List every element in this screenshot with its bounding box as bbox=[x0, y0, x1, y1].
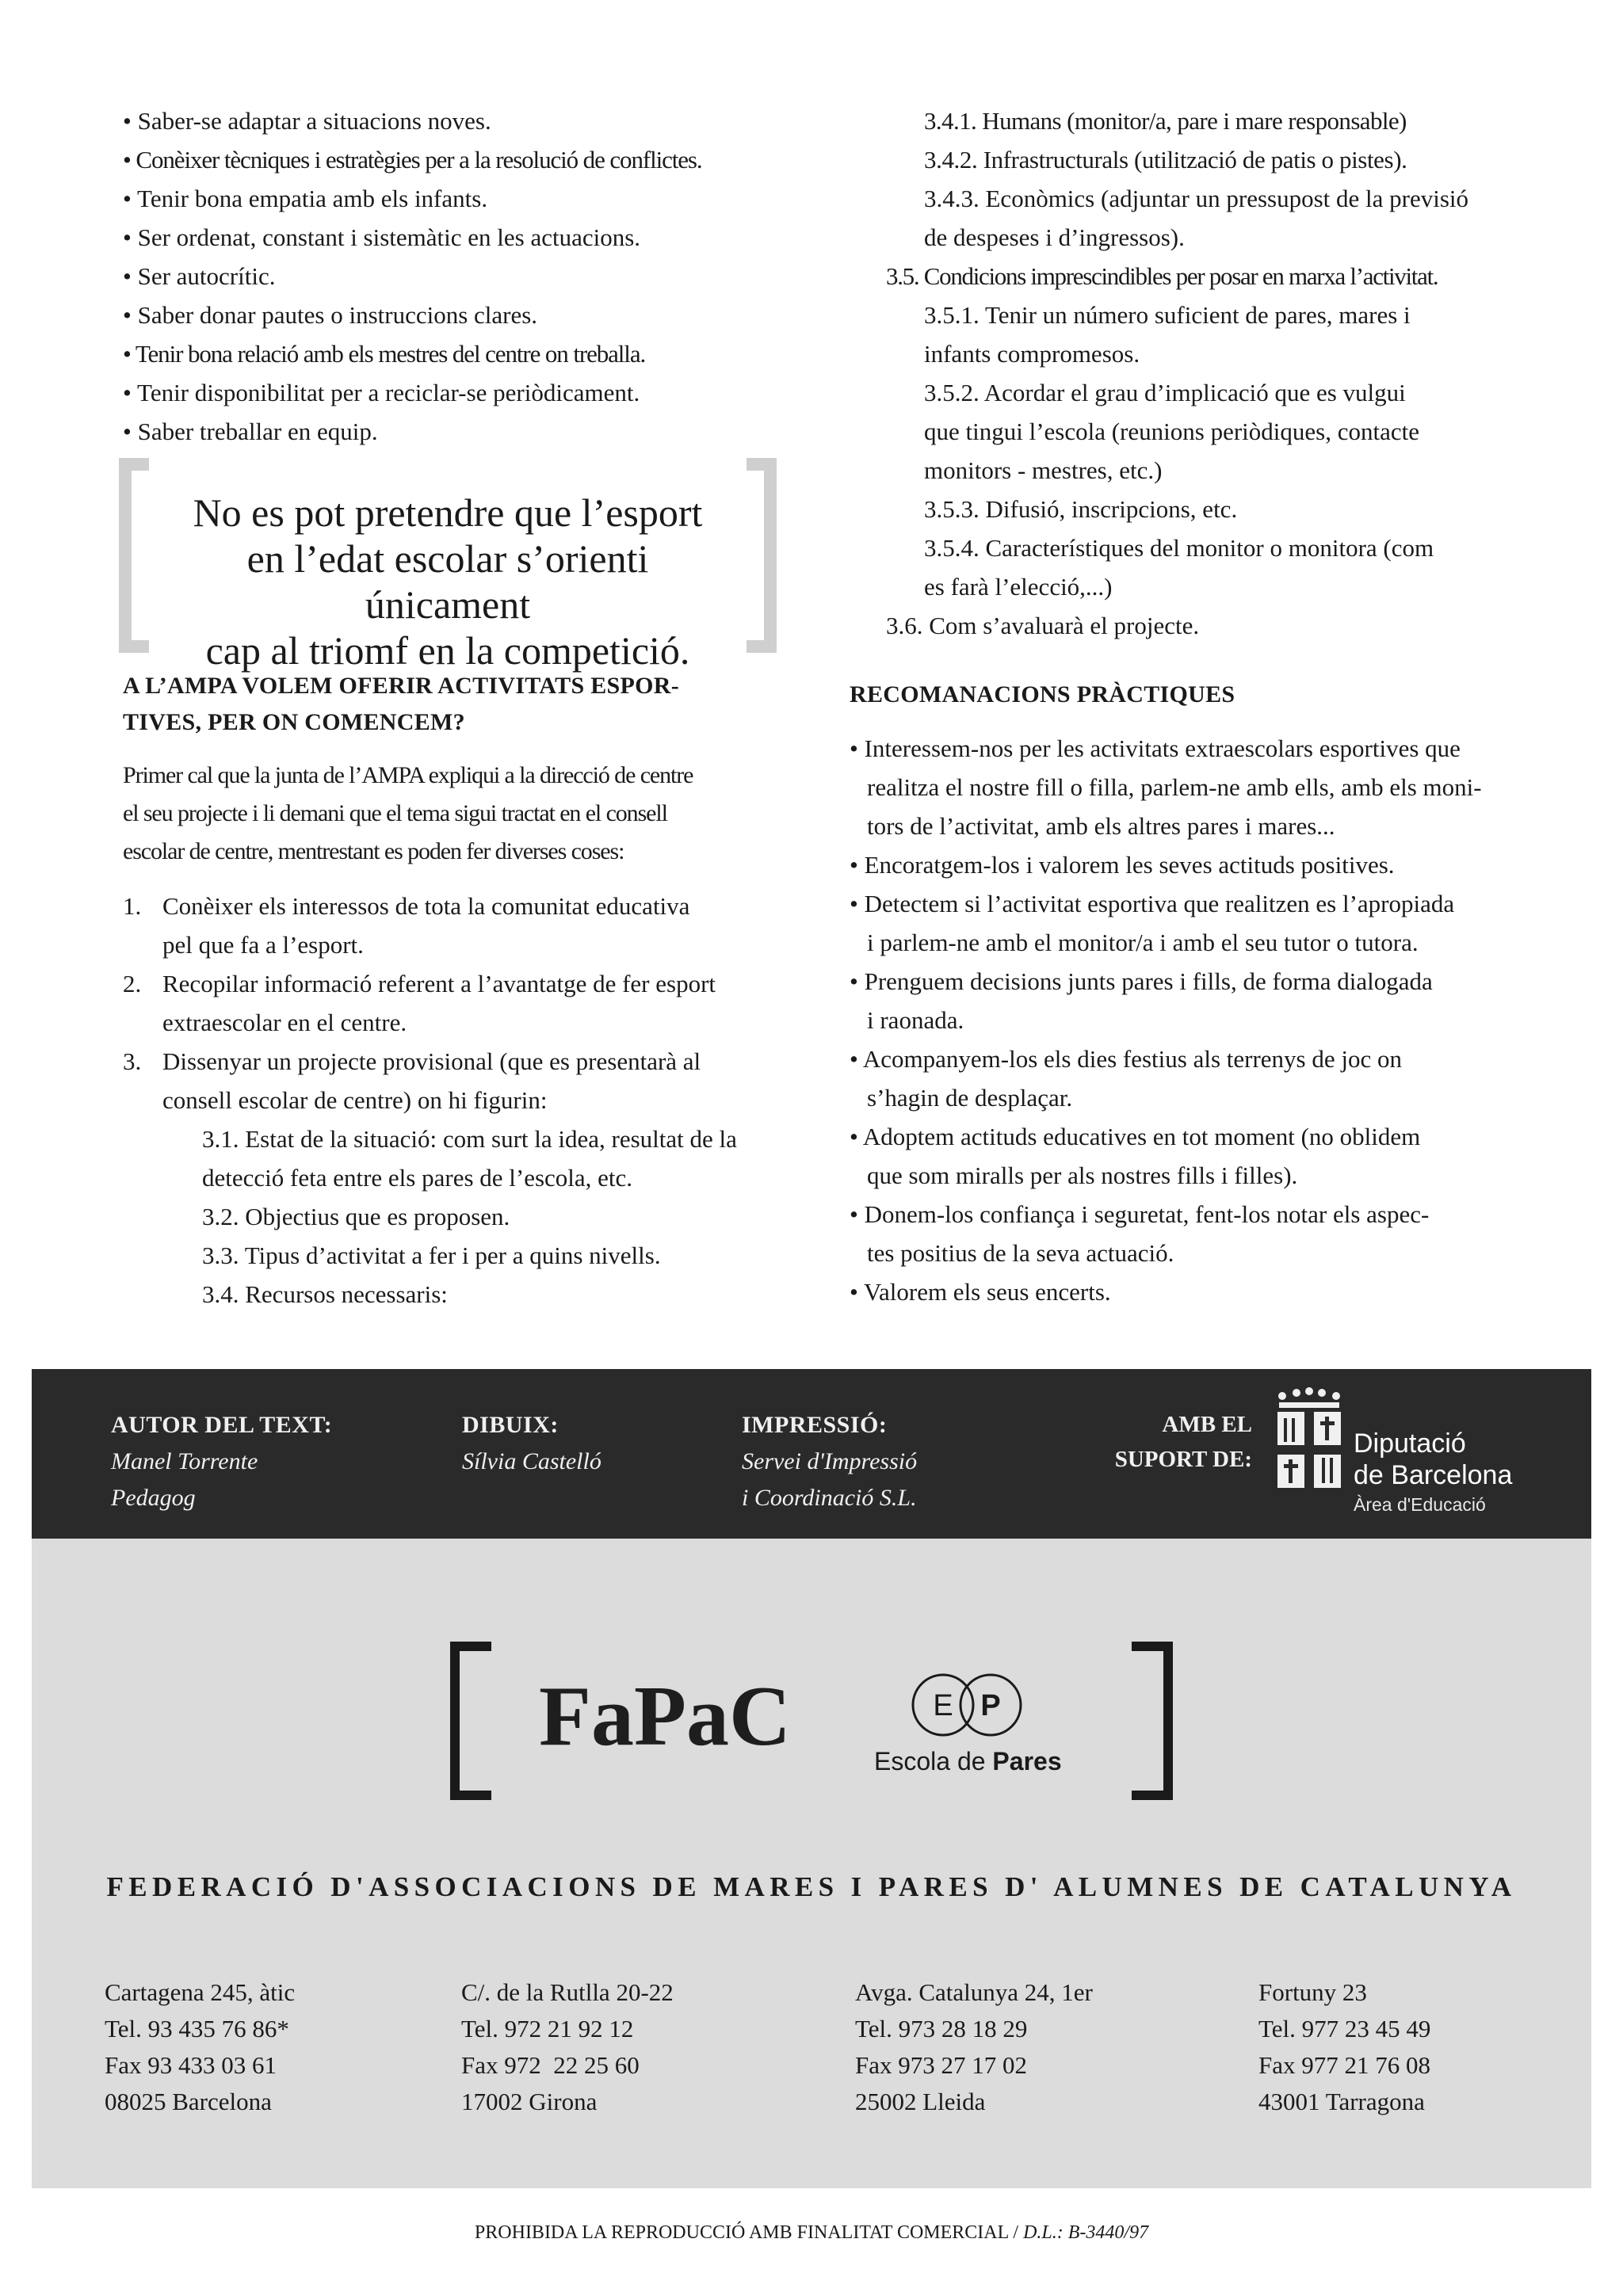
quote-bracket-left bbox=[119, 458, 149, 653]
sub-item: 3.4.2. Infrastructurals (utilització de patis o pistes). bbox=[924, 146, 1407, 174]
support-label: AMB EL SUPORT DE: bbox=[1114, 1412, 1252, 1472]
bracket-right bbox=[1132, 1642, 1173, 1800]
bullet-item: • Conèixer tècniques i estratègies per a la resolució de conflictes. bbox=[123, 146, 702, 174]
section-heading: A L’AMPA VOLEM OFERIR ACTIVITATS ESPOR- TIVES, PER ON COMENCEM? bbox=[123, 673, 680, 735]
address-lleida: Avga. Catalunya 24, 1er Tel. 973 28 18 29 Fax 973 27 17 02 25002 Lleida bbox=[855, 1978, 1093, 2115]
ep-letter-p: P bbox=[980, 1689, 1001, 1722]
credit-drawing: DIBUIX: Sílvia Castelló bbox=[462, 1412, 601, 1474]
ep-letter-e: E bbox=[933, 1689, 953, 1722]
list-item: 3. Dissenyar un projecte provisional (que es presentarà al consell escolar de centre) on hi figurin: 3.1. Estat de la situació: com surt la idea, resultat de la detecció feta entre els pares de l’escola, etc. 3.2. Objectius que es proposen. 3.3. Tipus d’activitat a fer i per a quins nivells. 3.4. Recursos necessaris: bbox=[123, 1042, 773, 1314]
recommendation-item: • Interessem-nos per les activitats extraescolars esportives que realitza el nostre fill o filla, parlem-ne amb ells, amb els moni- tors de l’activitat, amb els altres pares i mares... bbox=[850, 734, 1482, 840]
recommendation-item: • Adoptem actituds educatives en tot moment (no oblidem que som miralls per als nostres fills i filles). bbox=[850, 1123, 1421, 1189]
bullet-item: • Ser autocrític. bbox=[123, 262, 276, 290]
sub-item: 3.5. Condicions imprescindibles per posar en marxa l’activitat. bbox=[886, 262, 1438, 290]
recommendation-item: • Donem-los confiança i seguretat, fent-los notar els aspec- tes positius de la seva actuació. bbox=[850, 1200, 1430, 1267]
list-item: 1. Conèixer els interessos de tota la comunitat educativa pel que fa a l’esport. bbox=[123, 892, 690, 959]
ep-caption: Escola de Pares bbox=[874, 1747, 1062, 1775]
address-tarragona: Fortuny 23 Tel. 977 23 45 49 Fax 977 21 76 08 43001 Tarragona bbox=[1258, 1978, 1431, 2115]
credit-printing: IMPRESSIÓ: Servei d'Impressió i Coordinació S.L. bbox=[742, 1412, 918, 1511]
recommendations-heading: RECOMANACIONS PRÀCTIQUES bbox=[850, 681, 1235, 707]
bullet-item: • Ser ordenat, constant i sistemàtic en les actuacions. bbox=[123, 223, 641, 251]
crown-icon bbox=[1276, 1386, 1342, 1489]
credit-author: AUTOR DEL TEXT: Manel Torrente Pedagog bbox=[111, 1412, 333, 1511]
sub-item: 3.4.3. Econòmics (adjuntar un pressupost de la previsió de despeses i d’ingressos). bbox=[924, 185, 1469, 251]
sub-item: 3.1. Estat de la situació: com surt la idea, resultat de la detecció feta entre els pares de l’escola, etc. 3.2. Objectius que es proposen. 3.3. Tipus d’activitat a fer i per a quins nivells. 3.4. Recursos necessaris: bbox=[202, 1125, 737, 1308]
diputacio-area: Àrea d'Educació bbox=[1354, 1494, 1486, 1515]
bullet-item: • Saber treballar en equip. bbox=[123, 418, 378, 445]
ampa-section bbox=[123, 668, 773, 1314]
legal-notice: PROHIBIDA LA REPRODUCCIÓ AMB FINALITAT COMERCIAL / D.L.: B-3440/97 bbox=[474, 2222, 1149, 2243]
left-column bbox=[123, 101, 773, 451]
address-girona: C/. de la Rutlla 20-22 Tel. 972 21 92 12 Fax 972 22 25 60 17002 Girona bbox=[461, 1978, 674, 2115]
sub-item: 3.5.3. Difusió, inscripcions, etc. bbox=[924, 495, 1238, 523]
list-item: 2. Recopilar informació referent a l’avantatge de fer esport extraescolar en el centre. bbox=[123, 970, 716, 1036]
federation-name: FEDERACIÓ D'ASSOCIACIONS DE MARES I PARES D' ALUMNES DE CATALUNYA bbox=[106, 1871, 1517, 1902]
recommendation-item: • Valorem els seus encerts. bbox=[850, 1278, 1111, 1306]
diputacio-name: Diputació de Barcelona bbox=[1354, 1428, 1513, 1490]
sub-item: 3.6. Com s’avaluarà el projecte. bbox=[886, 612, 1200, 639]
bullet-item: • Tenir bona relació amb els mestres del centre on treballa. bbox=[123, 340, 646, 368]
pull-quote bbox=[119, 458, 777, 673]
quote-text: No es pot pretendre que l’esport en l’edat escolar s’orienti únicament cap al triomf en la competició. bbox=[193, 490, 703, 673]
footer bbox=[32, 1539, 1591, 2188]
credits-bar bbox=[32, 1369, 1591, 1539]
fapac-logo: FaPaC bbox=[539, 1669, 791, 1764]
bracket-left bbox=[450, 1642, 491, 1800]
recommendation-item: • Encoratgem-los i valorem les seves actituds positives. bbox=[850, 851, 1395, 879]
recommendations-list bbox=[850, 729, 1499, 1311]
recommendation-item: • Acompanyem-los els dies festius als terrenys de joc on s’hagin de desplaçar. bbox=[850, 1045, 1403, 1112]
sub-item: 3.5.2. Acordar el grau d’implicació que es vulgui que tingui l’escola (reunions periòdiques, contacte monitors - mestres, etc.) bbox=[924, 379, 1419, 484]
recommendation-item: • Prenguem decisions junts pares i fills, de forma dialogada i raonada. bbox=[850, 967, 1433, 1034]
sub-item: 3.5.4. Característiques del monitor o monitora (com es farà l’elecció,...) bbox=[924, 534, 1434, 601]
right-column bbox=[850, 101, 1499, 1311]
sub-item: 3.5.1. Tenir un número suficient de pares, mares i infants compromesos. bbox=[924, 301, 1411, 368]
bullet-item: • Saber donar pautes o instruccions clares. bbox=[123, 301, 538, 329]
bullet-item: • Saber-se adaptar a situacions noves. bbox=[123, 107, 491, 135]
bullet-item: • Tenir bona empatia amb els infants. bbox=[123, 185, 488, 212]
intro-paragraph: Primer cal que la junta de l’AMPA expliqui a la direcció de centre el seu projecte i li demani que el tema sigui tractat en el consell escolar de centre, mentrestant es poden fer diverses coses: bbox=[123, 762, 693, 864]
diputacio-logo bbox=[1276, 1386, 1537, 1529]
sub-item: 3.4.1. Humans (monitor/a, pare i mare responsable) bbox=[924, 107, 1407, 135]
address-barcelona: Cartagena 245, àtic Tel. 93 435 76 86* Fax 93 433 03 61 08025 Barcelona bbox=[105, 1978, 296, 2115]
numbered-list bbox=[123, 887, 773, 1314]
quote-bracket-right bbox=[747, 458, 777, 653]
bullet-item: • Tenir disponibilitat per a reciclar-se periòdicament. bbox=[123, 379, 640, 406]
recommendation-item: • Detectem si l’activitat esportiva que realitzen es l’apropiada i parlem-ne amb el monitor/a i amb el seu tutor o tutora. bbox=[850, 890, 1455, 956]
